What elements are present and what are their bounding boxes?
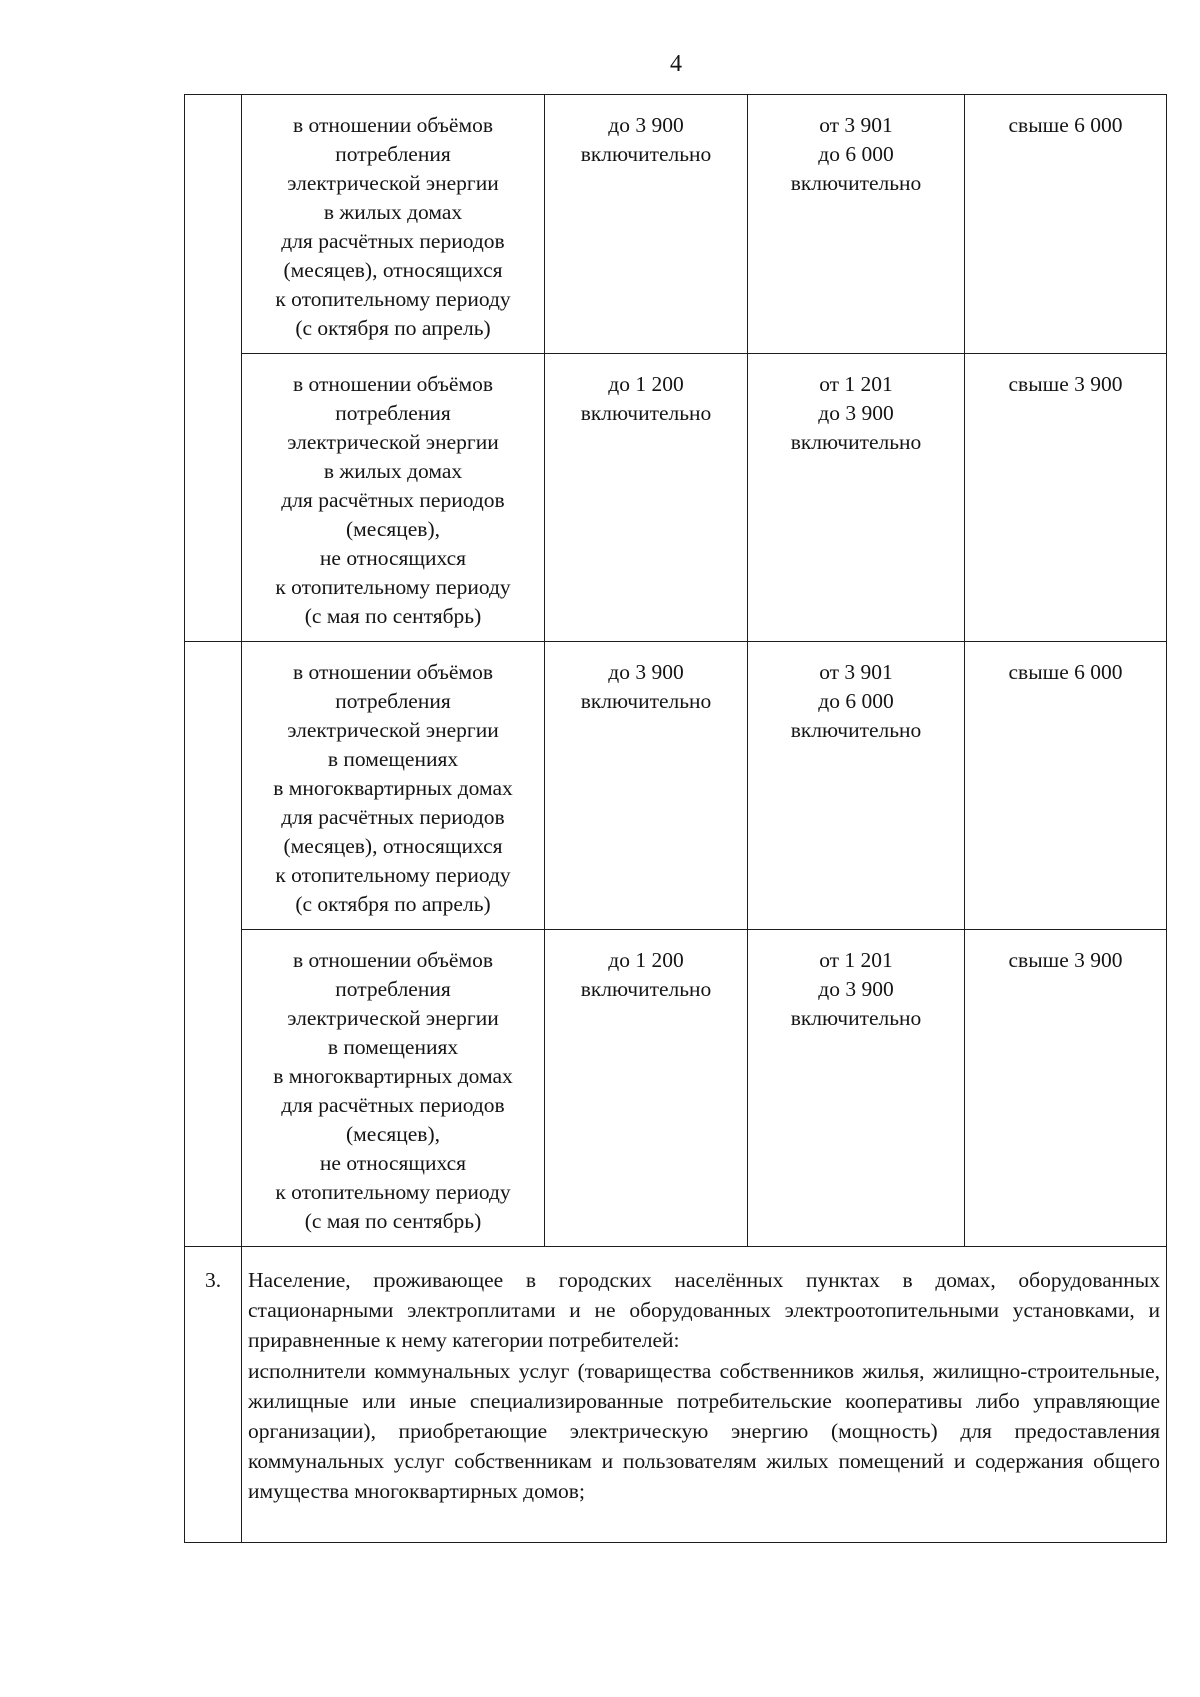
description-cell: в отношении объёмов потребления электрической энергии в жилых домах для расчётных периодов (месяцев), не относящихся к отопительному периоду (с мая по сентябрь) (242, 354, 545, 642)
section-paragraph: Население, проживающее в городских населённых пунктах в домах, оборудованных стационарными электроплитами и не оборудованных электроотопительными установками, и приравненные к нему категории потребителей: (248, 1268, 1160, 1353)
description-cell: в отношении объёмов потребления электрической энергии в жилых домах для расчётных периодов (месяцев), относящихся к отопительному периоду (с октября по апрель) (242, 95, 545, 354)
high-range-cell: свыше 6 000 (965, 642, 1167, 930)
mid-range-cell: от 1 201 до 3 900 включительно (748, 930, 965, 1247)
low-range-cell: до 1 200 включительно (545, 930, 748, 1247)
tariff-table (184, 94, 1167, 1543)
table-row (185, 642, 1167, 930)
high-range-cell: свыше 3 900 (965, 930, 1167, 1247)
low-range-cell: до 1 200 включительно (545, 354, 748, 642)
description-cell: в отношении объёмов потребления электрической энергии в помещениях в многоквартирных домах для расчётных периодов (месяцев), не относящихся к отопительному периоду (с мая по сентябрь) (242, 930, 545, 1247)
low-range-cell: до 3 900 включительно (545, 642, 748, 930)
table-row (185, 930, 1167, 1247)
number-cell-empty (185, 95, 242, 354)
number-cell-empty (185, 354, 242, 642)
section-paragraph: исполнители коммунальных услуг (товарищества собственников жилья, жилищно-строительные, жилищные или иные специализированные потребительские кооперативы либо управляющие организации), приобретающие электрическую энергию (мощность) для предоставления коммунальных услуг собственникам и пользователям жилых помещений и содержания общего имущества многоквартирных домов; (248, 1358, 1160, 1504)
page-number: 4 (670, 51, 682, 77)
section-number-cell (185, 1247, 242, 1543)
number-cell-empty (185, 930, 242, 1247)
number-cell-empty (185, 642, 242, 930)
high-range-cell: свыше 3 900 (965, 354, 1167, 642)
description-cell: в отношении объёмов потребления электрической энергии в помещениях в многоквартирных домах для расчётных периодов (месяцев), относящихся к отопительному периоду (с октября по апрель) (242, 642, 545, 930)
mid-range-cell: от 3 901 до 6 000 включительно (748, 642, 965, 930)
high-range-cell: свыше 6 000 (965, 95, 1167, 354)
mid-range-cell: от 3 901 до 6 000 включительно (748, 95, 965, 354)
section-number: 3. (205, 1268, 222, 1292)
low-range-cell: до 3 900 включительно (545, 95, 748, 354)
table-row (185, 95, 1167, 354)
table-row (185, 354, 1167, 642)
mid-range-cell: от 1 201 до 3 900 включительно (748, 354, 965, 642)
section-row (185, 1247, 1167, 1543)
section-text-cell (242, 1247, 1167, 1543)
